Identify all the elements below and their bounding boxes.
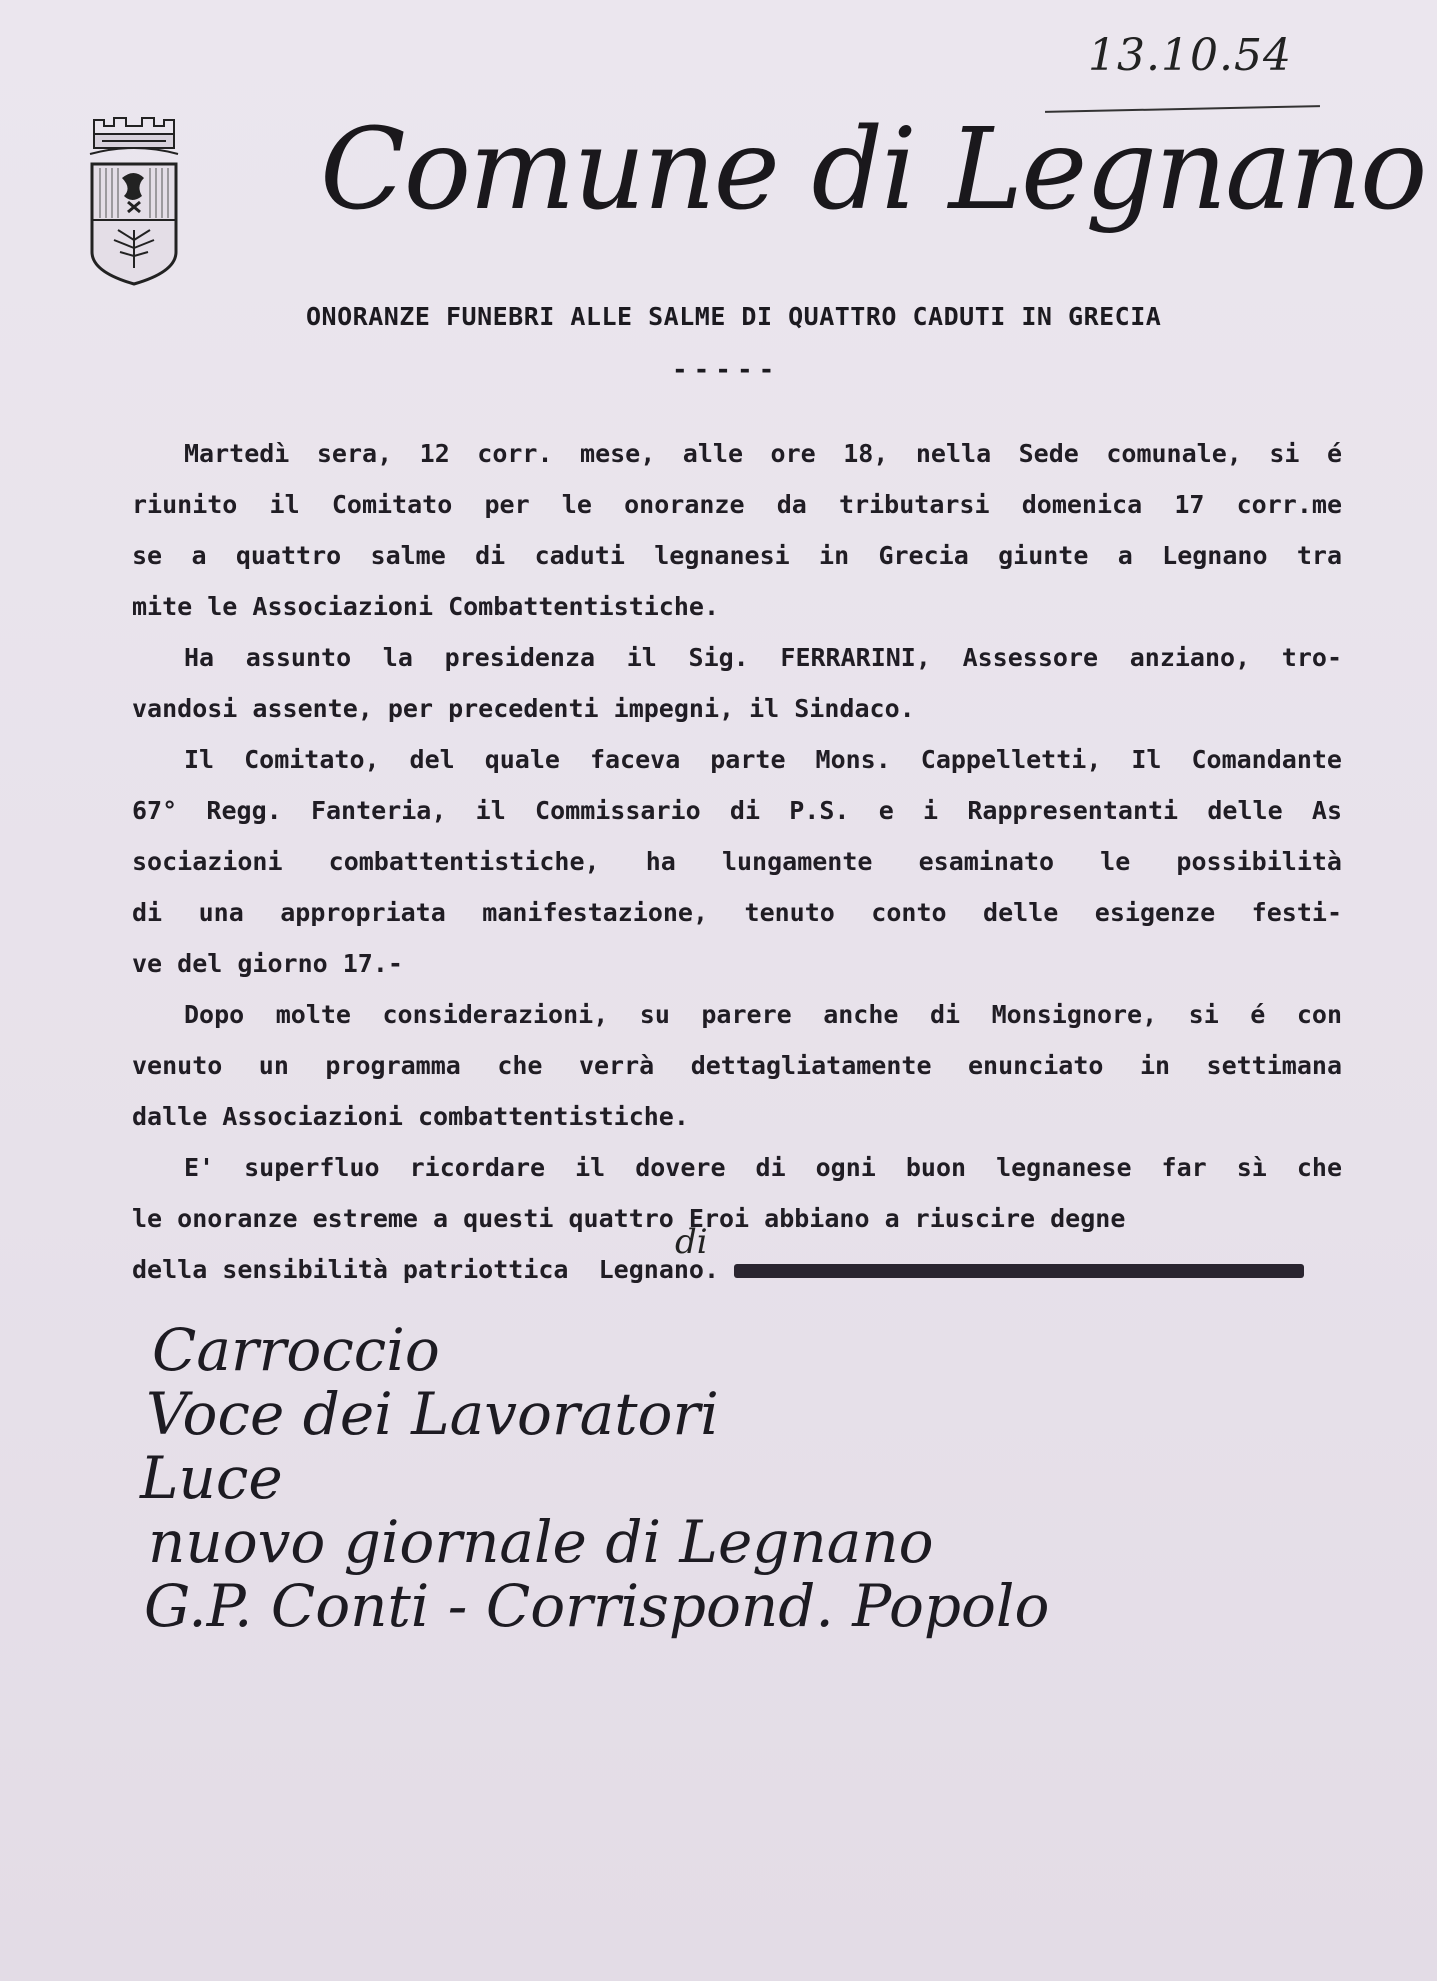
- paragraph-5: [132, 1142, 1342, 1295]
- text-line: E' superfluo ricordare il dovere di ogni buon legnanese far sì che: [184, 1153, 1342, 1182]
- letterhead: Comune di Legnano: [320, 105, 1426, 235]
- text-fragment: Legnano.: [598, 1255, 720, 1284]
- text-line: riunito il Comitato per le onoranze da tributarsi domenica 17 corr.me: [132, 490, 1342, 519]
- paragraph-3: [132, 734, 1342, 989]
- recipient-line: nuovo giornale di Legnano: [148, 1508, 934, 1576]
- recipient-line: Luce: [140, 1444, 283, 1512]
- paragraph-2: [132, 632, 1342, 734]
- paragraph-4: [132, 989, 1342, 1142]
- handwritten-insert: di: [675, 1222, 708, 1262]
- handwritten-recipients: [140, 1316, 1050, 1640]
- text-line: sociazioni combattentistiche, ha lungamente esaminato le possibilità: [132, 847, 1342, 876]
- text-line: Ha assunto la presidenza il Sig. FERRARINI, Assessore anziano, tro-: [184, 643, 1342, 672]
- text-line: se a quattro salme di caduti legnanesi in Grecia giunte a Legnano tra: [132, 541, 1342, 570]
- recipient-line: Voce dei Lavoratori: [146, 1380, 719, 1448]
- separator: -----: [672, 355, 781, 385]
- text-line: mite le Associazioni Combattentistiche.: [132, 592, 719, 621]
- recipient-line: Carroccio: [152, 1316, 440, 1384]
- text-line: Il Comitato, del quale faceva parte Mons. Cappelletti, Il Comandante: [184, 745, 1342, 774]
- text-line: 67° Regg. Fanteria, il Commissario di P.S. e i Rappresentanti delle As: [132, 796, 1342, 825]
- handwritten-date: 13.10.54: [1088, 30, 1292, 81]
- text-line: Martedì sera, 12 corr. mese, alle ore 18, nella Sede comunale, si é: [184, 439, 1342, 468]
- text-line: Dopo molte considerazioni, su parere anche di Monsignore, si é con: [184, 1000, 1342, 1029]
- letter-body: [132, 428, 1342, 1295]
- struck-out-text: [734, 1264, 1304, 1278]
- text-line-final: [132, 1244, 1342, 1295]
- text-line: venuto un programma che verrà dettagliatamente enunciato in settimana: [132, 1051, 1342, 1080]
- text-line: le onoranze estreme a questi quattro Eroi abbiano a riuscire degne: [132, 1204, 1126, 1233]
- text-line: dalle Associazioni combattentistiche.: [132, 1102, 689, 1131]
- recipient-line: G.P. Conti - Corrispond. Popolo: [144, 1572, 1050, 1640]
- coat-of-arms-icon: [82, 112, 186, 290]
- text-line: ve del giorno 17.-: [132, 949, 403, 978]
- paragraph-1: [132, 428, 1342, 632]
- text-fragment: della sensibilità patriottica: [132, 1255, 569, 1284]
- text-line: vandosi assente, per precedenti impegni, il Sindaco.: [132, 694, 915, 723]
- text-line: di una appropriata manifestazione, tenuto conto delle esigenze festi-: [132, 898, 1342, 927]
- document-subject: ONORANZE FUNEBRI ALLE SALME DI QUATTRO CADUTI IN GRECIA: [306, 302, 1162, 331]
